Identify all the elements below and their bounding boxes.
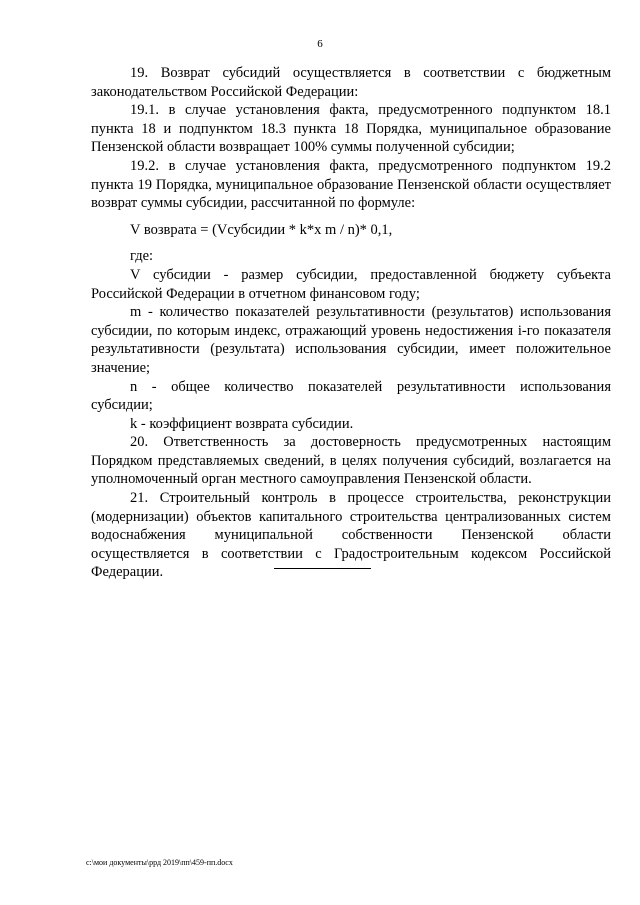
definition-m: m - количество показателей результативности (результатов) использования субсидии, по которым индекс, отражающий уровень недостижения i-го показателя результативности (результата) использования субсидии, имеет положительное значение;	[91, 304, 611, 376]
where-label: где:	[130, 248, 154, 265]
page-number: 6	[317, 38, 323, 50]
paragraph-21: 21. Строительный контроль в процессе строительства, реконструкции (модернизации) объектов капитального строительства централизованных систем водоснабжения муниципальной собственности Пензенской области осуществляется в соответствии с Градостроительным кодексом Российской Федерации.	[91, 490, 611, 581]
document-body	[91, 64, 611, 582]
definition-v: V субсидии - размер субсидии, предоставленной бюджету субъекта Российской Федерации в отчетном финансовом году;	[91, 266, 611, 302]
end-separator-line	[274, 568, 371, 569]
paragraph-20: 20. Ответственность за достоверность предусмотренных настоящим Порядком представляемых сведений, в целях получения субсидий, возлагается на уполномоченный орган местного самоуправления Пензенской области.	[91, 434, 611, 488]
definition-k: k - коэффициент возврата субсидии.	[130, 415, 354, 432]
paragraph-19-1: 19.1. в случае установления факта, предусмотренного подпунктом 18.1 пункта 18 и подпунктом 18.3 пункта 18 Порядка, муниципальное образование Пензенской области возвращает 100% суммы полученной субсидии;	[91, 102, 611, 156]
spacer	[91, 213, 611, 221]
paragraph-19-2: 19.2. в случае установления факта, предусмотренного подпунктом 19.2 пункта 19 Порядка, муниципальное образование Пензенской области осуществляет возврат суммы субсидии, рассчитанной по формуле:	[91, 157, 611, 212]
definition-n: n - общее количество показателей результативности использования субсидии;	[91, 378, 611, 414]
spacer	[91, 239, 611, 247]
return-formula: V возврата = (Vсубсидии * k*х m / n)* 0,1,	[130, 221, 393, 238]
footer-file-path: c:\мои документы\ррд 2019\пп\459-пп.docx	[86, 858, 233, 867]
paragraph-19: 19. Возврат субсидий осуществляется в соответствии с бюджетным законодательством Российской Федерации:	[91, 65, 611, 100]
